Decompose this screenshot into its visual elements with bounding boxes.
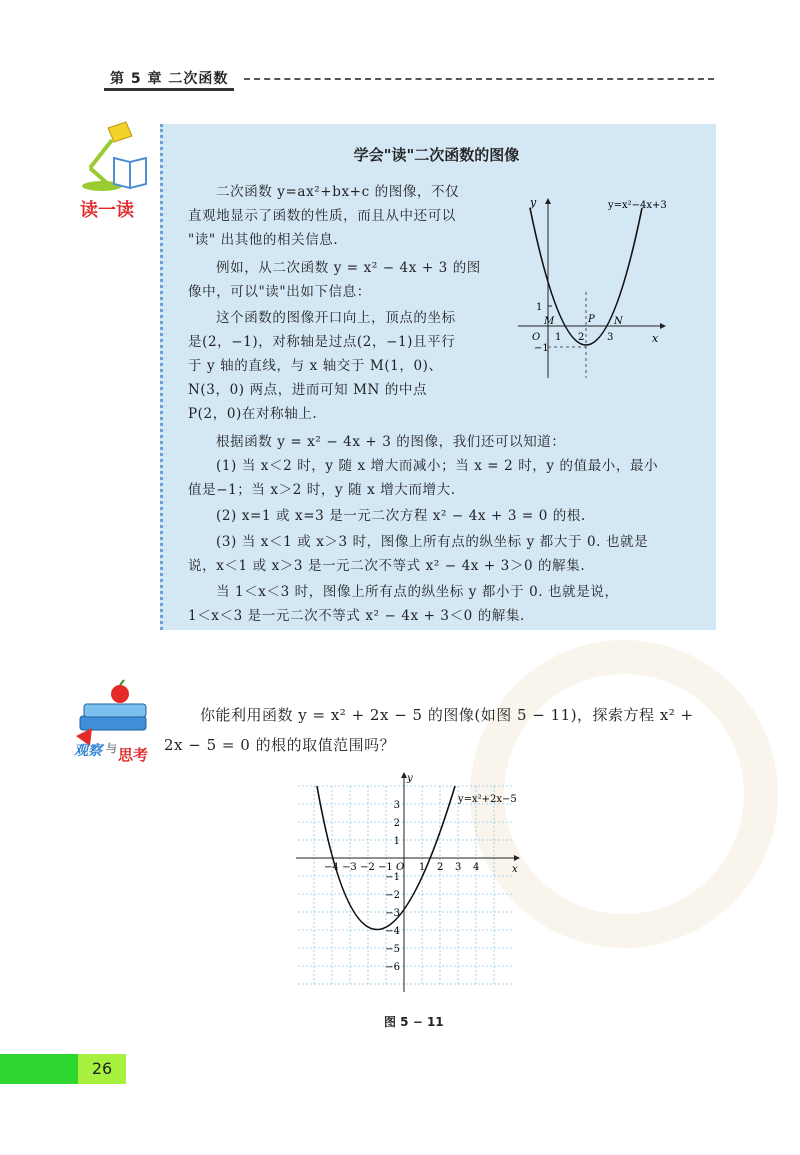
x-tick: 4 <box>473 862 480 873</box>
read-p2-line2: 像中，可以"读"出如下信息： <box>188 284 371 300</box>
x-tick: −4 <box>324 862 339 873</box>
chapter-title: 第 5 章 二次函数 <box>104 68 234 91</box>
x-tick: −2 <box>360 862 375 873</box>
y-axis-label: y <box>530 196 537 209</box>
x-tick: 2 <box>437 862 444 873</box>
function-label: y=x²−4x+3 <box>608 200 667 211</box>
read-p1-line2: 直观地显示了函数的性质，而且从中还可以 <box>188 208 456 224</box>
x-tick: −3 <box>342 862 357 873</box>
x-tick: 1 <box>419 862 426 873</box>
desk-lamp-book-icon <box>68 118 154 198</box>
graph-quadratic-2 <box>288 772 528 997</box>
y-tick: 3 <box>393 800 400 811</box>
think-question-line1: 你能利用函数 y = x² + 2x − 5 的图像(如图 5 − 11)，探索方程 x² + <box>200 706 694 724</box>
function-label: y=x²+2x−5 <box>458 794 517 805</box>
y-tick: −4 <box>385 926 400 937</box>
read-p3-line2: 是(2，−1)，对称轴是过点(2，−1)且平行 <box>188 334 456 350</box>
tick-x2: 2 <box>578 332 585 343</box>
read-p3-line1: 这个函数的图像开口向上，顶点的坐标 <box>216 310 456 326</box>
read-item1-line2: 值是−1；当 x＞2 时，y 随 x 增大而增大. <box>188 482 456 498</box>
graph-quadratic-1 <box>510 192 670 382</box>
y-tick: −2 <box>385 890 400 901</box>
think-badge-observe: 观察 <box>74 743 102 759</box>
read-item2: (2) x=1 或 x=3 是一元二次方程 x² − 4x + 3 = 0 的根. <box>216 508 586 524</box>
read-badge-label: 读一读 <box>80 200 134 221</box>
y-tick: 1 <box>393 836 400 847</box>
read-p2-line1: 例如，从二次函数 y = x² − 4x + 3 的图 <box>216 260 481 276</box>
think-question <box>164 700 720 760</box>
x-axis-label: x <box>652 332 659 345</box>
point-N-label: N <box>614 316 623 327</box>
grid <box>298 786 512 984</box>
origin-label: O <box>532 332 541 343</box>
tick-x3: 3 <box>607 332 614 343</box>
think-badge-and: 与 <box>106 742 117 755</box>
think-badge <box>70 678 170 770</box>
point-P-label: P <box>588 314 595 325</box>
read-p4: 根据函数 y = x² − 4x + 3 的图像，我们还可以知道： <box>216 434 566 450</box>
read-badge <box>68 118 154 222</box>
tick-ym1: −1 <box>534 343 549 354</box>
x-tick: 3 <box>455 862 462 873</box>
think-question-line2: 2x − 5 = 0 的根的取值范围吗？ <box>164 736 396 754</box>
read-p5-line1: 当 1＜x＜3 时，图像上所有点的纵坐标 y 都小于 0. 也就是说， <box>216 584 619 600</box>
y-tick: 2 <box>393 818 400 829</box>
read-item3-line1: (3) 当 x＜1 或 x＞3 时，图像上所有点的纵坐标 y 都大于 0. 也就是 <box>216 534 649 550</box>
y-tick: −3 <box>385 908 400 919</box>
read-section-title: 学会"读"二次函数的图像 <box>353 146 520 164</box>
read-p3-line5: P(2，0)在对称轴上. <box>188 406 318 422</box>
y-axis-label: y <box>407 773 413 784</box>
page-tab-bar <box>0 1054 78 1084</box>
read-p3-line4: N(3，0) 两点，进而可知 MN 的中点 <box>188 382 428 398</box>
read-p3-line3: 于 y 轴的直线，与 x 轴交于 M(1，0)、 <box>188 358 443 374</box>
figure-caption: 图 5 − 11 <box>384 1015 444 1029</box>
y-tick: −5 <box>385 944 400 955</box>
read-p5-line2: 1＜x＜3 是一元二次不等式 x² − 4x + 3＜0 的解集. <box>188 608 525 624</box>
origin-label: O <box>396 862 405 873</box>
read-item1-line1: (1) 当 x＜2 时，y 随 x 增大而减小；当 x = 2 时，y 的值最小，最小 <box>216 458 659 474</box>
chapter-header <box>104 64 714 92</box>
read-item3-line2: 说，x＜1 或 x＞3 是一元二次不等式 x² − 4x + 3＞0 的解集. <box>188 558 586 574</box>
read-p1-line1: 二次函数 y=ax²+bx+c 的图像，不仅 <box>216 184 460 200</box>
y-tick: −1 <box>385 872 400 883</box>
tick-x1: 1 <box>555 332 562 343</box>
think-badge-think: 思考 <box>118 746 149 764</box>
read-p1-line3: "读" 出其他的相关信息. <box>188 232 339 248</box>
header-dashed-rule <box>244 78 714 80</box>
x-axis-label: x <box>512 864 518 875</box>
y-tick-labels <box>385 800 400 973</box>
page-number: 26 <box>78 1054 126 1084</box>
tick-y1: 1 <box>536 302 543 313</box>
x-tick: −1 <box>378 862 393 873</box>
y-tick: −6 <box>385 962 400 973</box>
point-M-label: M <box>544 316 555 327</box>
